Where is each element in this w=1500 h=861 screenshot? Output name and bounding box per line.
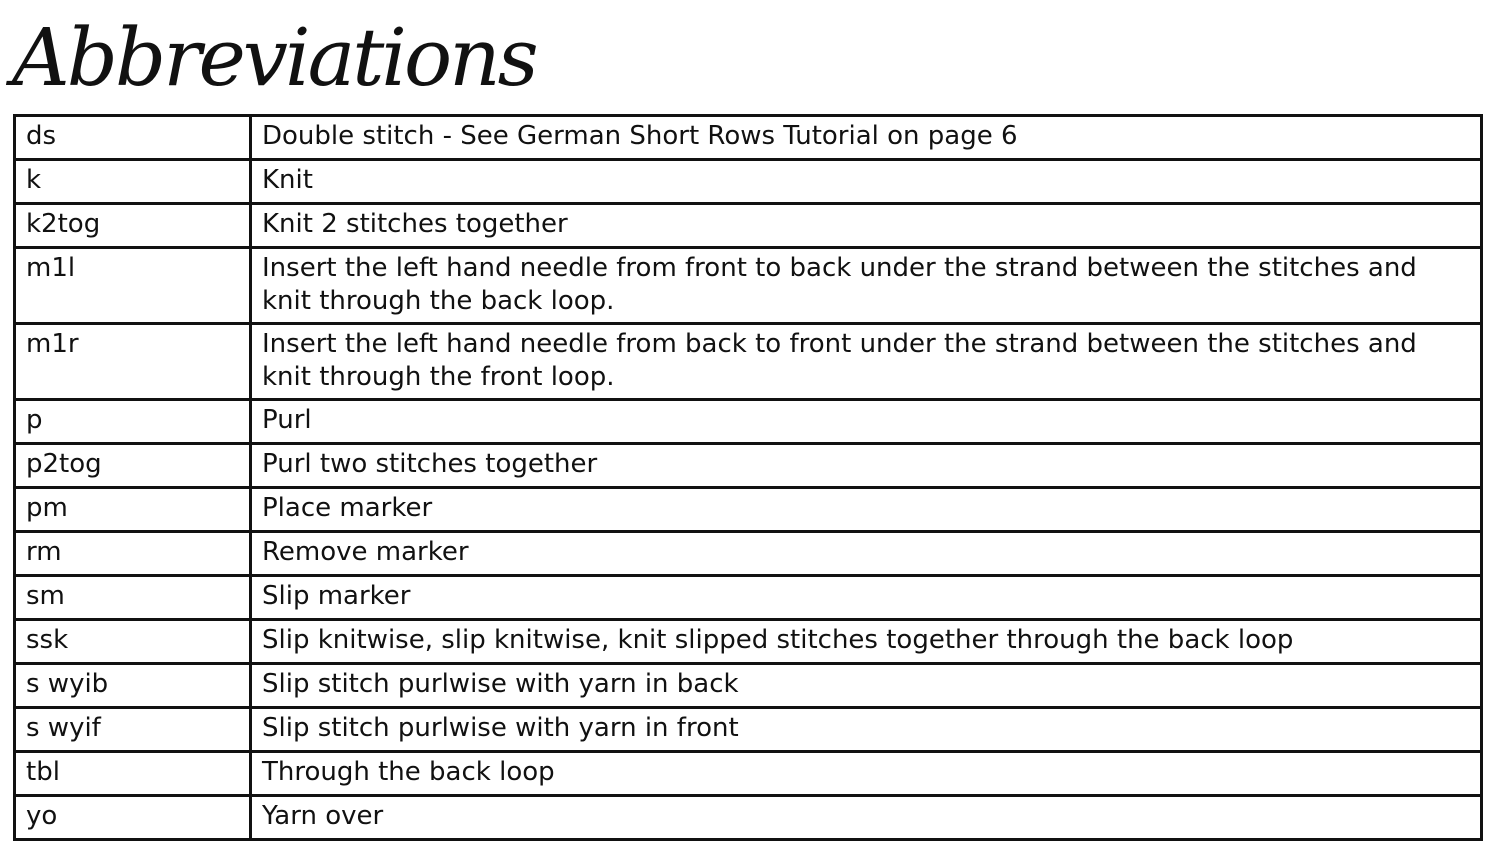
- table-row: [15, 116, 1482, 160]
- table-row: [15, 248, 1482, 324]
- definition-cell: Slip stitch purlwise with yarn in back: [251, 664, 1482, 708]
- table-row: [15, 576, 1482, 620]
- abbreviation-cell: rm: [15, 532, 251, 576]
- definition-cell: Insert the left hand needle from front to back under the strand between the stitches and knit through the back loop.: [251, 248, 1482, 324]
- abbreviation-cell: p2tog: [15, 444, 251, 488]
- table-row: [15, 488, 1482, 532]
- definition-cell: Remove marker: [251, 532, 1482, 576]
- abbreviation-cell: m1r: [15, 324, 251, 400]
- definition-cell: Purl two stitches together: [251, 444, 1482, 488]
- table-row: [15, 204, 1482, 248]
- abbreviations-table: [13, 114, 1483, 841]
- abbreviation-cell: p: [15, 400, 251, 444]
- table-row: [15, 324, 1482, 400]
- abbreviation-cell: yo: [15, 796, 251, 840]
- abbreviation-cell: ds: [15, 116, 251, 160]
- abbreviation-cell: k2tog: [15, 204, 251, 248]
- definition-cell: Yarn over: [251, 796, 1482, 840]
- abbreviation-cell: pm: [15, 488, 251, 532]
- table-row: [15, 664, 1482, 708]
- abbreviation-cell: ssk: [15, 620, 251, 664]
- abbreviation-cell: tbl: [15, 752, 251, 796]
- page-title: Abbreviations: [12, 11, 536, 104]
- definition-cell: Knit: [251, 160, 1482, 204]
- definition-cell: Purl: [251, 400, 1482, 444]
- table-row: [15, 620, 1482, 664]
- definition-cell: Slip knitwise, slip knitwise, knit slipped stitches together through the back loop: [251, 620, 1482, 664]
- table-row: [15, 160, 1482, 204]
- table-row: [15, 532, 1482, 576]
- table-row: [15, 444, 1482, 488]
- definition-cell: Through the back loop: [251, 752, 1482, 796]
- definition-cell: Slip marker: [251, 576, 1482, 620]
- abbreviation-cell: sm: [15, 576, 251, 620]
- table-row: [15, 708, 1482, 752]
- definition-cell: Double stitch - See German Short Rows Tutorial on page 6: [251, 116, 1482, 160]
- definition-cell: Insert the left hand needle from back to front under the strand between the stitches and knit through the front loop.: [251, 324, 1482, 400]
- table-row: [15, 400, 1482, 444]
- table-row: [15, 796, 1482, 840]
- table-row: [15, 752, 1482, 796]
- abbreviation-cell: k: [15, 160, 251, 204]
- definition-cell: Place marker: [251, 488, 1482, 532]
- abbreviation-cell: s wyib: [15, 664, 251, 708]
- definition-cell: Slip stitch purlwise with yarn in front: [251, 708, 1482, 752]
- abbreviation-cell: s wyif: [15, 708, 251, 752]
- definition-cell: Knit 2 stitches together: [251, 204, 1482, 248]
- abbreviation-cell: m1l: [15, 248, 251, 324]
